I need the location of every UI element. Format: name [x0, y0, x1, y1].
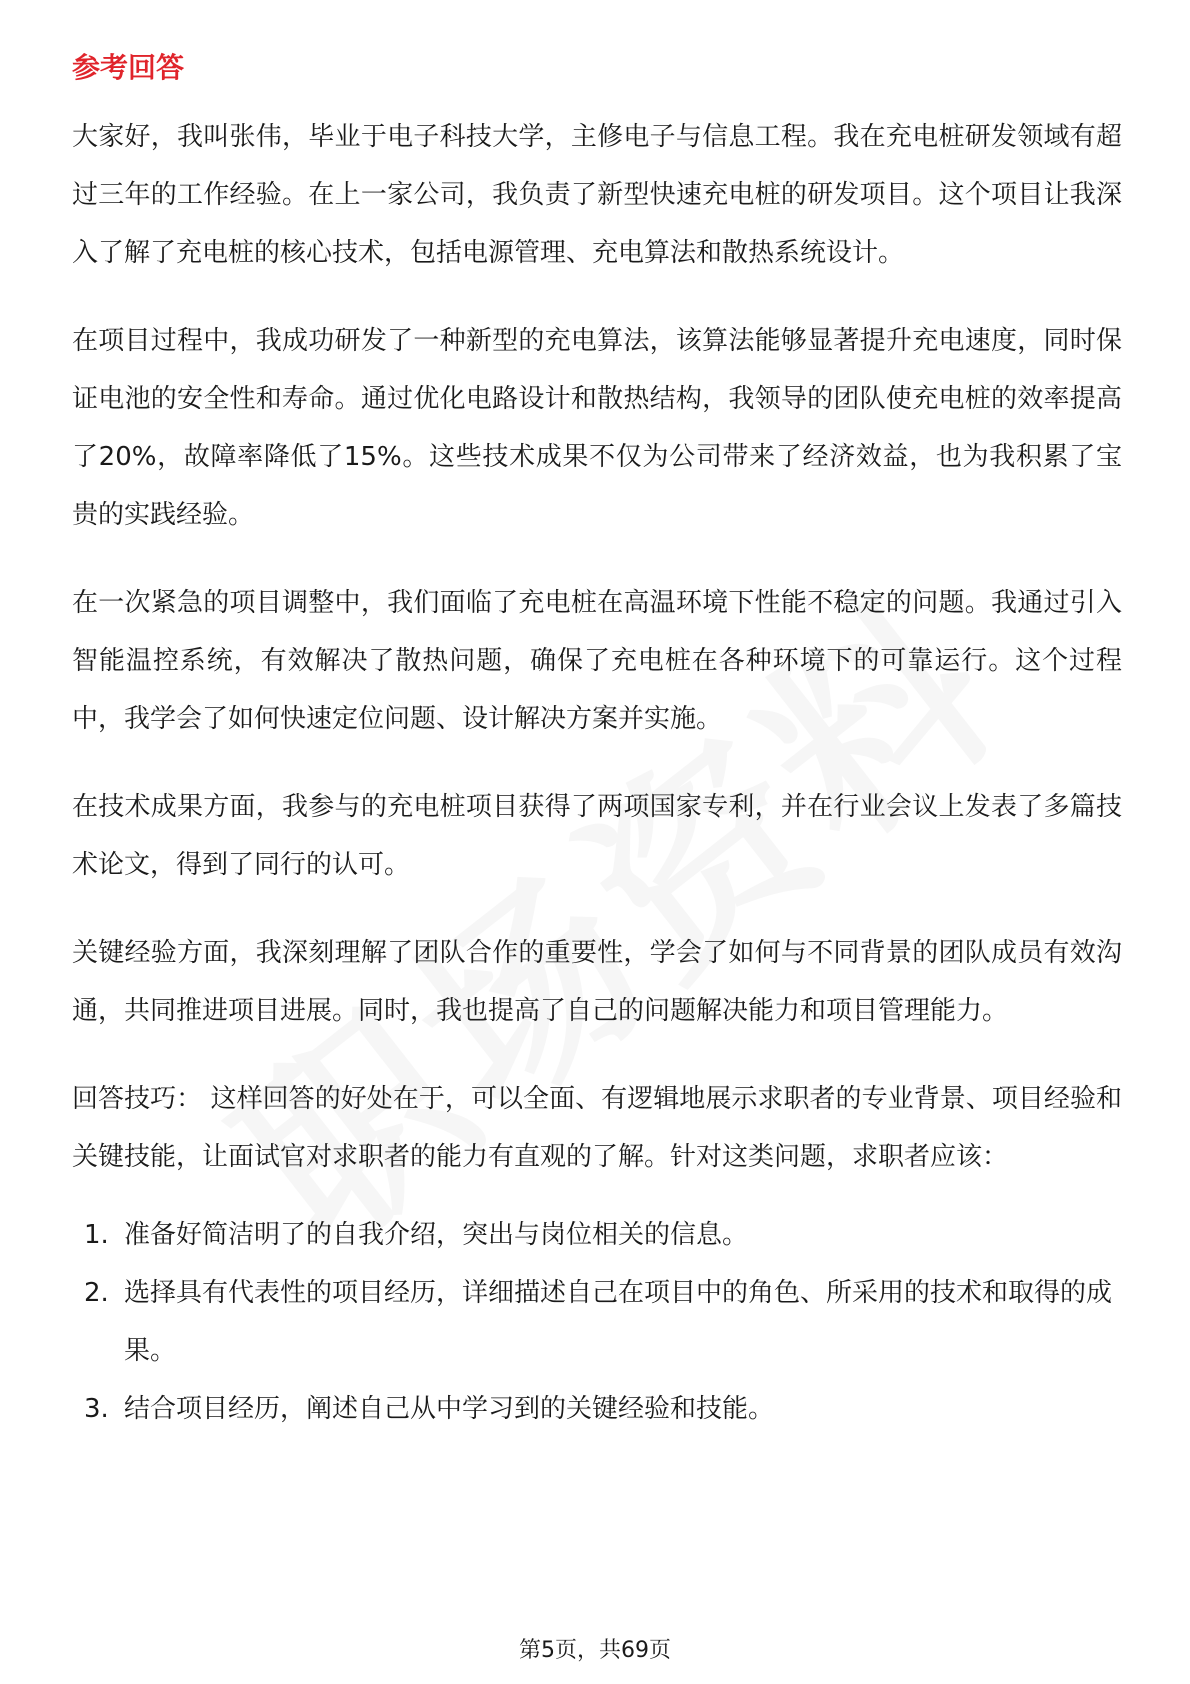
page-number-footer: 第5页，共69页 — [519, 1638, 671, 1663]
document-page — [72, 48, 1122, 1438]
answer-paragraph-5: 关键经验方面，我深刻理解了团队合作的重要性，学会了如何与不同背景的团队成员有效沟通，共同推进项目进展。同时，我也提高了自己的问题解决能力和项目管理能力。 — [72, 938, 1122, 1026]
answer-paragraph-3: 在一次紧急的项目调整中，我们面临了充电桩在高温环境下性能不稳定的问题。我通过引入智能温控系统，有效解决了散热问题，确保了充电桩在各种环境下的可靠运行。这个过程中，我学会了如何快速定位问题、设计解决方案并实施。 — [72, 588, 1122, 734]
list-item-number: 2. — [84, 1278, 109, 1308]
answer-paragraph-1: 大家好，我叫张伟，毕业于电子科技大学，主修电子与信息工程。我在充电桩研发领域有超过三年的工作经验。在上一家公司，我负责了新型快速充电桩的研发项目。这个项目让我深入了解了充电桩的核心技术，包括电源管理、充电算法和散热系统设计。 — [72, 122, 1122, 268]
list-item-number: 1. — [84, 1220, 109, 1250]
list-item-text: 准备好简洁明了的自我介绍，突出与岗位相关的信息。 — [124, 1220, 749, 1250]
answer-tips: 回答技巧： 这样回答的好处在于，可以全面、有逻辑地展示求职者的专业背景、项目经验和关键技能，让面试官对求职者的能力有直观的了解。针对这类问题，求职者应该： — [72, 1084, 1122, 1172]
list-item — [72, 1206, 1122, 1264]
answer-paragraph-2: 在项目过程中，我成功研发了一种新型的充电算法，该算法能够显著提升充电速度，同时保证电池的安全性和寿命。通过优化电路设计和散热结构，我领导的团队使充电桩的效率提高了20%，故障率降低了15%。这些技术成果不仅为公司带来了经济效益，也为我积累了宝贵的实践经验。 — [72, 326, 1122, 530]
list-item — [72, 1264, 1122, 1380]
list-item — [72, 1380, 1122, 1438]
list-item-number: 3. — [84, 1394, 109, 1424]
list-item-text: 结合项目经历，阐述自己从中学习到的关键经验和技能。 — [124, 1394, 775, 1424]
list-item-text: 选择具有代表性的项目经历，详细描述自己在项目中的角色、所采用的技术和取得的成果。 — [124, 1278, 1113, 1366]
tips-list — [72, 1206, 1122, 1438]
section-heading: 参考回答 — [72, 51, 185, 84]
answer-paragraph-4: 在技术成果方面，我参与的充电桩项目获得了两项国家专利，并在行业会议上发表了多篇技术论文，得到了同行的认可。 — [72, 792, 1122, 880]
